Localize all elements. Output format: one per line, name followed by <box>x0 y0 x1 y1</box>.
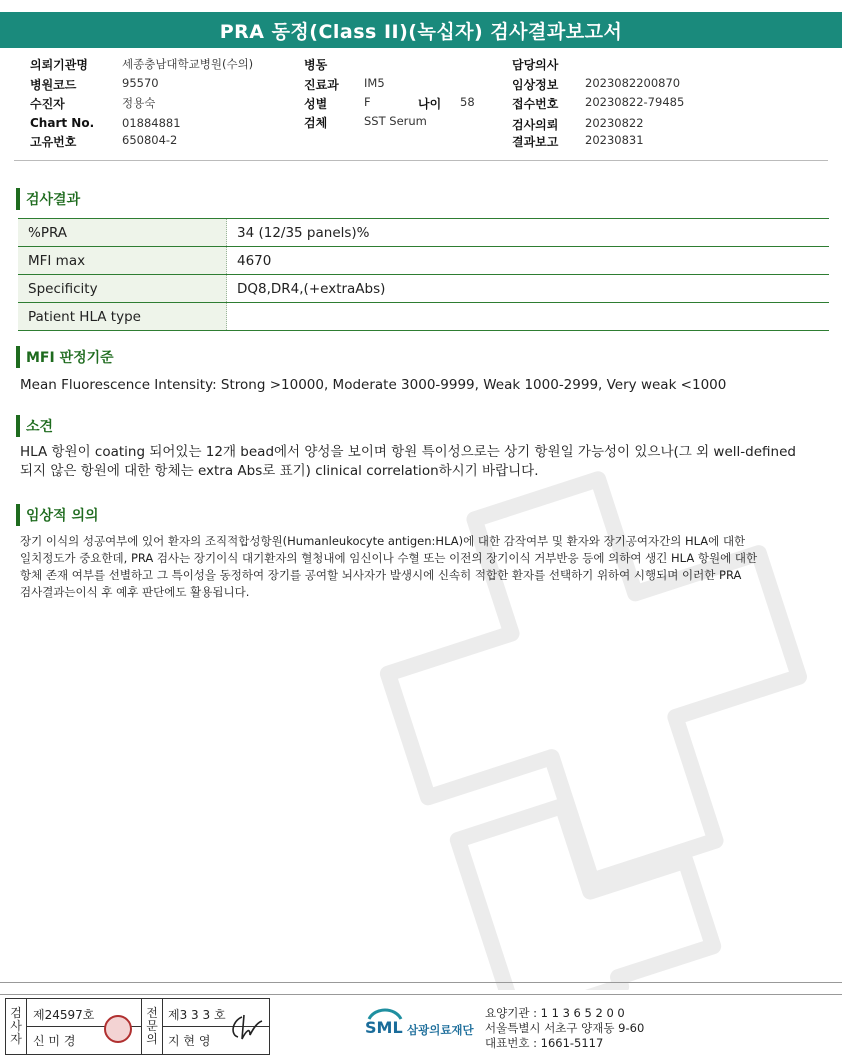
clinical-line-4: 검사결과는이식 후 예후 판단에도 활용됩니다. <box>20 585 250 599</box>
footer-divider <box>0 994 842 995</box>
inspector-name: 신 미 경 <box>33 1034 76 1048</box>
label-char: 의 <box>146 1032 158 1046</box>
meta-value: 58 <box>460 95 475 109</box>
signature-icon <box>228 1013 264 1043</box>
patient-info <box>0 56 842 156</box>
label-char: 사 <box>10 1019 22 1033</box>
meta-label: 접수번호 <box>512 97 559 111</box>
results-table <box>18 218 829 331</box>
meta-label: Chart No. <box>30 116 95 130</box>
logo-text: SML <box>365 1018 403 1037</box>
meta-label: 결과보고 <box>512 135 559 149</box>
section-mfi-title: MFI 판정기준 <box>16 346 114 368</box>
label-char: 전 <box>146 1006 158 1020</box>
table-row <box>18 303 829 331</box>
result-value: 34 (12/35 panels)% <box>227 219 830 247</box>
meta-value: 95570 <box>122 76 159 90</box>
meta-value: 01884881 <box>122 116 181 130</box>
clinical-line-3: 항체 존재 여부를 선별하고 그 특이성을 동정하여 장기를 공여할 뇌사자가 발생시에 신속히 적합한 환자를 선택하기 위하여 시행되며 이러한 PRA <box>20 568 742 582</box>
report-title: PRA 동정(Class II)(녹십자) 검사결과보고서 <box>0 12 842 48</box>
section-results-title: 검사결과 <box>16 188 80 210</box>
meta-label: 진료과 <box>304 78 339 92</box>
section-opinion-title: 소견 <box>16 415 53 437</box>
footer-divider <box>0 982 842 983</box>
meta-label: 검체 <box>304 116 328 130</box>
org-name: 삼광의료재단 <box>407 1023 474 1037</box>
mfi-criteria-text: Mean Fluorescence Intensity: Strong >10000, Moderate 3000-9999, Weak 1000-2999, Very weak <1000 <box>20 377 727 393</box>
meta-value: F <box>364 95 371 109</box>
result-value <box>227 303 830 331</box>
meta-value: 650804-2 <box>122 133 178 147</box>
meta-label: 담당의사 <box>512 58 559 72</box>
inspector-label <box>6 999 27 1054</box>
table-row <box>18 219 829 247</box>
org-info <box>485 1006 644 1051</box>
meta-value: 세종충남대학교병원(수의) <box>122 57 254 71</box>
opinion-line-2: 되지 않은 항원에 대한 항체는 extra Abs로 표기) clinical correlation하시기 바랍니다. <box>20 463 539 479</box>
meta-label: 나이 <box>418 97 442 111</box>
label-char: 문 <box>146 1019 158 1033</box>
clinical-line-1: 장기 이식의 성공여부에 있어 환자의 조직적합성항원(Humanleukocyte antigen:HLA)에 대한 감작여부 및 환자와 장기공여자간의 HLA에 대한 <box>20 534 746 548</box>
table-row <box>18 247 829 275</box>
meta-value: 2023082200870 <box>585 76 681 90</box>
seal-stamp-icon <box>104 1015 132 1043</box>
meta-label: 임상정보 <box>512 78 559 92</box>
label-char: 검 <box>10 1006 22 1020</box>
label-char: 자 <box>10 1032 22 1046</box>
meta-value: IM5 <box>364 76 385 90</box>
result-key: %PRA <box>18 219 227 247</box>
org-address: 서울특별시 서초구 양재동 9-60 <box>485 1021 645 1035</box>
result-key: Patient HLA type <box>18 303 227 331</box>
table-row <box>18 275 829 303</box>
meta-label: 검사의뢰 <box>512 118 559 132</box>
specialist-number: 제3 3 3 호 <box>168 1008 226 1022</box>
org-code: 요양기관 : 1 1 3 6 5 2 0 0 <box>485 1006 625 1020</box>
clinical-line-2: 일치정도가 중요한데, PRA 검사는 장기이식 대기환자의 혈청내에 임신이나 수혈 또는 이전의 장기이식 거부반응 등에 의하여 생긴 HLA 항원에 대한 <box>20 551 758 565</box>
meta-label: 병원코드 <box>30 78 77 92</box>
result-value: 4670 <box>227 247 830 275</box>
meta-label: 의뢰기관명 <box>30 58 88 72</box>
signature-box <box>5 998 270 1055</box>
org-phone: 대표번호 : 1661-5117 <box>485 1036 604 1050</box>
meta-label: 고유번호 <box>30 135 77 149</box>
meta-label: 병동 <box>304 58 328 72</box>
meta-value: 20230822-79485 <box>585 95 685 109</box>
opinion-line-1: HLA 항원이 coating 되어있는 12개 bead에서 양성을 보이며 항원 특이성으로는 상기 항원일 가능성이 있으나(그 외 well-defined <box>20 444 796 460</box>
result-value: DQ8,DR4,(+extraAbs) <box>227 275 830 303</box>
meta-value: 20230822 <box>585 116 644 130</box>
header-divider <box>14 160 828 161</box>
inspector-number: 제24597호 <box>33 1008 95 1022</box>
meta-value: SST Serum <box>364 114 427 128</box>
sml-logo <box>365 1005 480 1047</box>
meta-label: 수진자 <box>30 97 65 111</box>
meta-value: 정용숙 <box>122 96 156 110</box>
meta-label: 성별 <box>304 97 328 111</box>
specialist-name: 지 현 영 <box>168 1034 211 1048</box>
specialist-label <box>141 999 163 1054</box>
result-key: Specificity <box>18 275 227 303</box>
meta-value: 20230831 <box>585 133 644 147</box>
result-key: MFI max <box>18 247 227 275</box>
section-clinical-title: 임상적 의의 <box>16 504 99 526</box>
